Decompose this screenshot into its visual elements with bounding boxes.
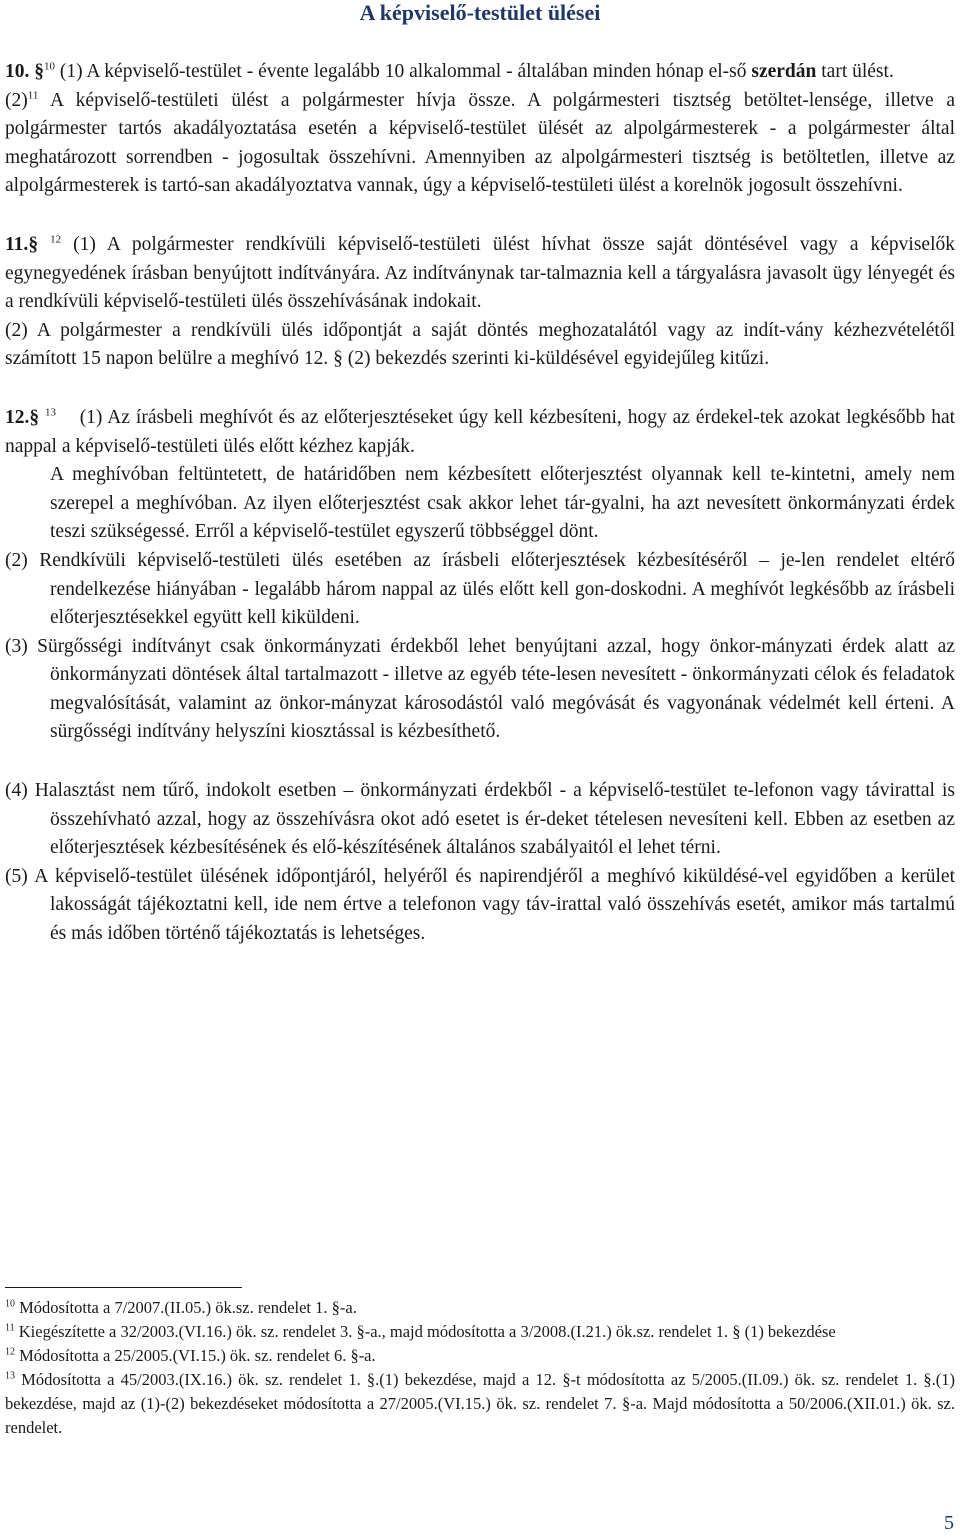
section-12-paragraph-2: (2) Rendkívüli képviselő-testületi ülés esetében az írásbeli előterjesztések kézbesítéséről – je-len rendelet eltérő rendelkezése hiányában - legalább három nappal az ülés előtt kell gon-doskodni. A meghívót legkésőbb az írásbeli előterjesztésekkel együtt kell kiküldeni. xyxy=(5,549,955,629)
footnote-text: Módosította a 7/2007.(II.05.) ök.sz. rendelet 1. §-a. xyxy=(15,1298,357,1317)
section-10-paragraph-1 xyxy=(5,58,955,87)
page-number: 5 xyxy=(944,1512,954,1534)
paragraph-text: (1) Az írásbeli meghívót és az előterjesztéseket úgy kell kézbesíteni, hogy az érdekel-tek azokat legkésőbb hat nappal a képviselő-testületi ülés előtt kézhez kapják. xyxy=(5,406,956,457)
footnotes xyxy=(5,1296,955,1440)
section-12-paragraph-4: (4) Halasztást nem tűrő, indokolt esetben – önkormányzati érdekből - a képviselő-testület te-lefonon vagy távirattal is összehívható azzal, hogy az összehívásra okot adó esetet is ér-deket tételesen nevesíteni kell. Ebben az esetben az előterjesztések kézbesítésének és elő-készítésének általános szabályaitól el lehet térni. xyxy=(5,780,955,859)
footnote-number: 12 xyxy=(5,1346,15,1358)
paragraph-text: (1) A képviselő-testület - évente legalább 10 alkalommal - általában minden hónap el-ső xyxy=(55,61,752,82)
paragraph-text: A képviselő-testületi ülést a polgármester hívja össze. A polgármesteri tisztség betöltet-lensége, illetve a polgármester tartós akadályoztatása esetén a képviselő-testület ülését az alpolgármesterek - a polgármester által meghatározott sorrendben - jogosultak összehívni. Amennyiben az alpolgármesteri tisztség is betöltetlen, illetve az alpolgármesterek is tartó-san akadályoztatva vannak, úgy a képviselő-testületi ülést a korelnök jogosult összehívni. xyxy=(5,89,955,197)
section-12-paragraph-3: (3) Sürgősségi indítványt csak önkormányzati érdekből lehet benyújtani azzal, hogy önkor-mányzati érdek alatt az önkormányzati döntések által tartalmazott - illetve az egyéb téte-lesen nevesített - önkormányzati célok és feladatok megvalósítását, valamint az önkor-mányzat károsodástól való megóvását és vagyonának védelmét kell érteni. A sürgősségi indítvány helyszíni kiosztással is kézbesíthető. xyxy=(5,635,955,743)
section-12-paragraph-5: (5) A képviselő-testület ülésének időpontjáról, helyéről és napirendjéről a meghívó kiküldésé-vel egyidőben a kerület lakosságát tájékoztatni kell, ide nem értve a telefonon vagy táv-irattal való összehívás esetét, amikor más tartalmú és más időben történő tájékoztatás is lehetséges. xyxy=(5,865,955,945)
footnote xyxy=(5,1368,955,1440)
footnote-number: 11 xyxy=(5,1322,15,1334)
footnote-ref[interactable]: 10 xyxy=(44,60,55,73)
paragraph-text: tart ülést. xyxy=(816,61,894,82)
footnote-ref[interactable]: 13 xyxy=(45,406,57,419)
footnote-text: Módosította a 45/2003.(IX.16.) ök. sz. rendelet 1. §.(1) bekezdése, majd a 12. §-t módosította az 5/2005.(II.09.) ök. sz. rendelet 1. §.(1) bekezdése, majd az (1)-(2) bekezdéseket módosította a 27/2005.(VI.15.) ök. sz. rendelet 7. §-a. Majd módosította a 50/2006.(XII.01.) ök. sz. rendelet. xyxy=(5,1370,955,1437)
section-number: 11. xyxy=(5,233,29,255)
footnote-number: 10 xyxy=(5,1298,15,1310)
footnote xyxy=(5,1296,955,1320)
section-sign: § xyxy=(28,233,39,255)
section-12-paragraph-1 xyxy=(5,404,955,461)
footnote xyxy=(5,1320,955,1344)
section-sign: § xyxy=(34,61,44,82)
footnote-ref[interactable]: 11 xyxy=(27,89,39,102)
section-number: 12. xyxy=(5,406,30,428)
section-number: 10. xyxy=(5,61,30,82)
footnote xyxy=(5,1344,955,1368)
paragraph-number: (2) xyxy=(5,89,28,111)
section-11-paragraph-1 xyxy=(5,231,955,317)
section-sign: § xyxy=(29,406,40,428)
section-12-paragraph-1b: A meghívóban feltüntetett, de határidőben nem kézbesített előterjesztést olyannak kell te-kintetni, amely nem szerepel a meghívóban. Az ilyen előterjesztést csak akkor lehet tár-gyalni, ha azt nevesített önkormányzati érdek teszi szükségessé. Erről a képviselő-testület egyszerű többséggel dönt. xyxy=(50,464,955,543)
footnote-separator xyxy=(5,1287,242,1288)
bold-text: szerdán xyxy=(751,61,817,82)
footnote-text: Módosította a 25/2005.(VI.15.) ök. sz. rendelet 6. §-a. xyxy=(15,1346,376,1365)
footnote-text: Kiegészítette a 32/2003.(VI.16.) ök. sz. rendelet 3. §-a., majd módosította a 3/2008.(I.21.) ök.sz. rendelet 1. § (1) bekezdése xyxy=(14,1322,836,1341)
document-body xyxy=(5,58,955,949)
section-10-paragraph-2 xyxy=(5,87,955,201)
footnote-ref[interactable]: 12 xyxy=(50,233,62,246)
page-title: A képviselő-testület ülései xyxy=(359,0,601,25)
section-11-paragraph-2: (2) A polgármester a rendkívüli ülés időpontját a saját döntés meghozatalától vagy az indít-vány kézhezvételétől számított 15 napon belülre a meghívó 12. § (2) bekezdés szerinti ki-küldésével egyidejűleg kitűzi. xyxy=(5,319,955,370)
paragraph-text: (1) A polgármester rendkívüli képviselő-testületi ülést hívhat össze saját döntésével vagy a képviselők egynegyedének írásban benyújtott indítványára. Az indítványnak tar-talmaznia kell a tárgyalásra javasolt ügy lényegét és a rendkívüli képviselő-testületi ülés összehívásának indokait. xyxy=(5,233,955,313)
footnote-number: 13 xyxy=(5,1370,15,1382)
